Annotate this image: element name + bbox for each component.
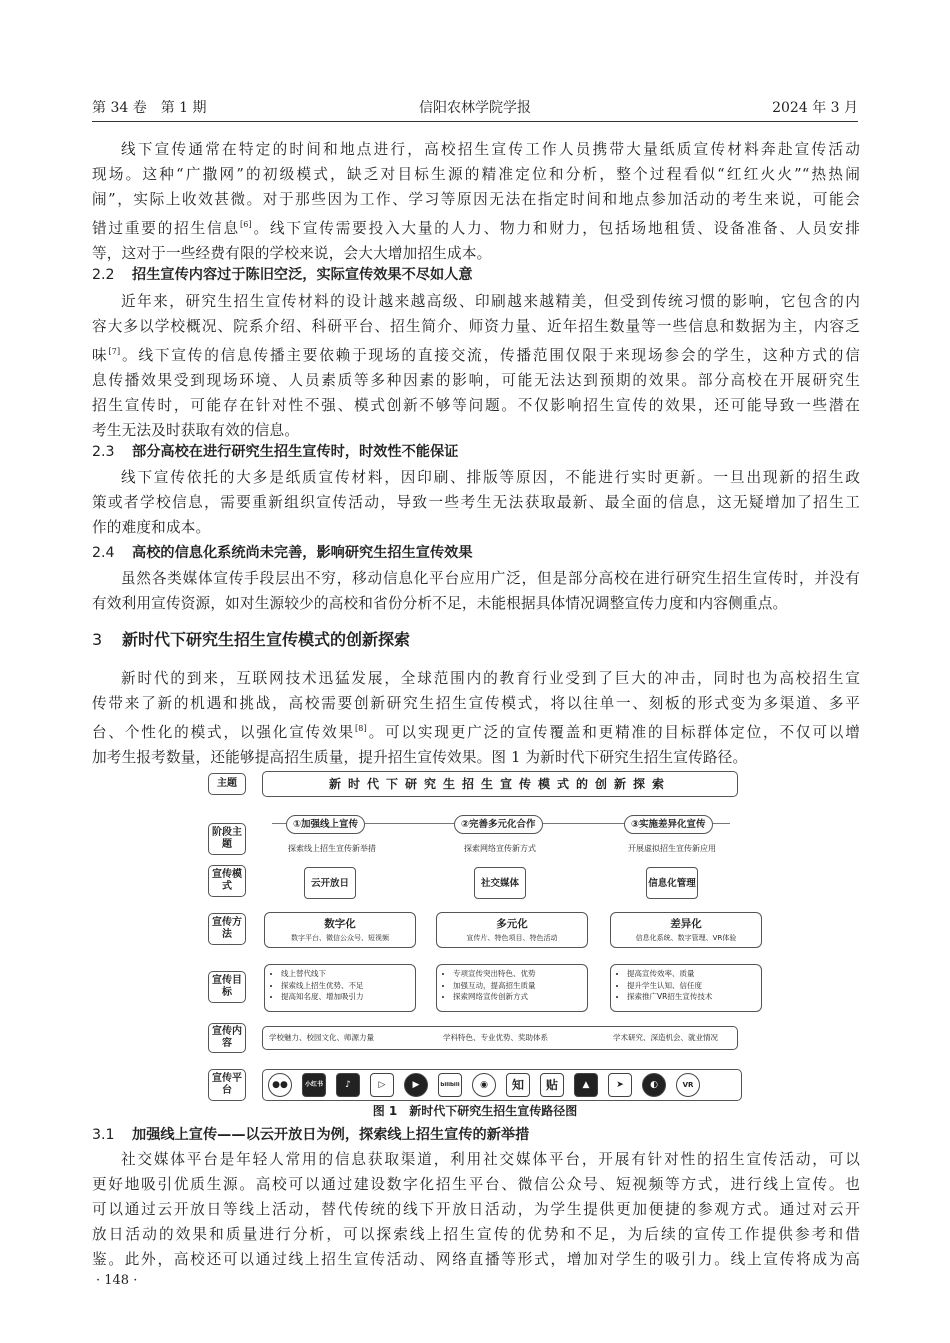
mode-social-media: 社交媒体 [474,867,526,899]
figure-title-box: 新时代下研究生招生宣传模式的创新探索 [262,771,738,797]
section-heading-2-2: 2.2 招生宣传内容过于陈旧空泛，实际宣传效果不尽如人意 [92,267,473,283]
paragraph-informatization [92,566,860,616]
paper-plane-icon: ➤ [608,1073,632,1097]
stage-3: ③实施差异化宣传 [624,815,713,834]
targets-stage-1: • 线上替代线下 • 探索线上招生优势、不足 • 提高知名度、增加吸引力 [264,964,416,1012]
method-differentiated: 差异化 信息化系统、数字管理、VR体验 [610,912,762,948]
zhihu-icon: 知 [506,1073,530,1097]
figure-caption: 图 1 新时代下研究生招生宣传路径图 [372,1104,578,1118]
stage-2-sub: 探索网络宣传新方式 [464,844,536,853]
running-header [92,95,858,122]
text-line: 有效利用宣传资源，如对生源较少的高校和省份分析不足，未能根据具体情况调整宣传力度和内容侧重点。 [92,595,788,612]
label-content: 宣传内容 [208,1023,246,1053]
text-line: 闹”，实际上收效甚微。对于那些因为工作、学习等原因无法在指定时间和地点参加活动的考生来说，可能会 [92,191,860,208]
video-play-icon: ▷ [370,1073,394,1097]
text-line: 错过重要的招生信息[6]。线下宣传需要投入大量的人力、物力和财力，包括场地租赁、设备准备、人员安排 [92,220,861,237]
text-line: 考生无法及时获取有效的信息。 [92,422,300,439]
content-stage-3: 学术研究、深造机会、就业情况 [613,1033,718,1042]
text-line: 等，这对于一些经费有限的学校来说，会大大增加招生成本。 [92,245,492,262]
text-line: 台、个性化的模式，以强化宣传效果[8]。可以实现更广泛的宣传覆盖和更精准的目标群体定位，不仅可以增 [92,724,860,741]
wechat-icon: ●● [268,1073,292,1097]
text-line: 味[7]。线下宣传的信息传播主要依赖于现场的直接交流，传播范围仅限于来现场参会的学生，这种方式的信 [92,347,860,364]
kuaishou-icon: ▶ [404,1073,428,1097]
mango-icon: ◐ [642,1073,666,1097]
stage-2: ②完善多元化合作 [454,815,543,834]
section-heading-2-4: 2.4 高校的信息化系统尚未完善，影响研究生招生宣传效果 [92,545,473,561]
page-number: · 148 · [96,1273,138,1288]
tieba-icon: 贴 [540,1073,564,1097]
citation: [6] [239,220,252,229]
text-line: 容大多以学校概况、院系介绍、科研平台、招生简介、师资力量、近年招生数量等一些信息和数据为主，内容乏 [92,318,860,335]
text-line: 虽然各类媒体宣传手段层出不穷，移动信息化平台应用广泛，但是部分高校在进行研究生招生宣传时，并没有 [121,570,860,587]
bilibili-icon: bilibili [438,1073,462,1097]
text-line: 加考生报考数量，还能够提高招生质量，提升招生宣传效果。图 1 为新时代下研究生招生宣传路径。 [92,749,748,766]
figure-1-promotion-path [208,771,743,1101]
citation: [7] [108,347,121,356]
content-box [262,1026,738,1050]
volume-issue: 第 34 卷 第 1 期 [92,100,207,116]
label-platform: 宣传平台 [208,1069,246,1101]
citation: [8] [354,724,367,733]
label-target: 宣传目标 [208,971,246,1003]
mode-cloud-open-day: 云开放日 [304,867,356,899]
paragraph-content-outdated [92,289,860,443]
text-line: 鉴。此外，高校还可以通过线上招生宣传活动、网络直播等形式，增加对学生的吸引力。线上宣传将成为高 [92,1251,860,1268]
content-stage-1: 学校魅力、校园文化、师源力量 [269,1033,374,1042]
text-line: 新时代的到来，互联网技术迅猛发展，全球范围内的教育行业受到了巨大的冲击，同时也为高校招生宣 [121,670,860,687]
stage-1-sub: 探索线上招生宣传新举措 [288,844,376,853]
stage-3-sub: 开展虚拟招生宣传新应用 [628,844,716,853]
label-mode: 宣传模式 [208,865,246,897]
label-method: 宣传方法 [208,913,246,945]
text-line: 作的难度和成本。 [92,519,211,536]
section-heading-2-3: 2.3 部分高校在进行研究生招生宣传时，时效性不能保证 [92,444,459,460]
paragraph-timeliness [92,465,860,540]
text-line: 近年来，研究生招生宣传材料的设计越来越高级、印刷越来越精美，但受到传统习惯的影响，它包含的内 [121,293,860,310]
paragraph-offline-promo [92,137,860,266]
section-heading-3: 3 新时代下研究生招生宣传模式的创新探索 [92,630,411,649]
app-icon: ▲ [574,1073,598,1097]
text-line: 社交媒体平台是年轻人常用的信息获取渠道，利用社交媒体平台，开展有针对性的招生宣传活动，可以 [121,1151,860,1168]
text-line: 线下宣传通常在特定的时间和地点进行，高校招生宣传工作人员携带大量纸质宣传材料奔赴宣传活动 [121,141,860,158]
text-line: 息传播效果受到现场环境、人员素质等多种因素的影响，可能无法达到预期的效果。部分高校在开展研究生 [92,372,860,389]
targets-stage-2: • 专项宣传突出特色、优势 • 加强互动，提高招生质量 • 探索网络宣传创新方式 [436,964,588,1012]
text-line: 线下宣传依托的大多是纸质宣传材料，因印刷、排版等原因，不能进行实时更新。一旦出现新的招生政 [121,469,860,486]
issue-date: 2024 年 3 月 [772,100,858,116]
platform-icons [262,1069,742,1101]
journal-name: 信阳农林学院学报 [419,100,531,116]
text-line: 可以通过云开放日等线上活动，替代传统的线下开放日活动，为学生提供更加便捷的参观方式。通过对云开 [92,1201,860,1218]
text-line: 招生宣传时，可能存在针对性不强、模式创新不够等问题。不仅影响招生宣传的效果，还可能导致一些潜在 [92,397,860,414]
paragraph-new-era [92,666,860,770]
label-stage: 阶段主题 [208,823,246,855]
douyin-icon: ♪ [336,1073,360,1097]
targets-stage-3: • 提高宣传效率、质量 • 提升学生认知、信任度 • 探索推广VR招生宣传技术 [610,964,762,1012]
text-line: 传带来了新的机遇和挑战，高校需要创新研究生招生宣传模式，将以往单一、刻板的形式变为多渠道、多平 [92,695,860,712]
text-line: 放日活动的效果和质量进行分析，可以探索线上招生宣传的优势和不足，为后续的宣传工作提供参考和借 [92,1226,860,1243]
vr-icon: VR [676,1073,700,1097]
label-topic: 主题 [208,773,246,795]
text-line: 策或者学校信息，需要重新组织宣传活动，导致一些考生无法获取最新、最全面的信息，这无疑增加了招生工 [92,494,860,511]
stage-1: ①加强线上宣传 [286,815,365,834]
method-digital: 数字化 数字平台、微信公众号、短视频 [264,912,416,948]
text-line: 现场。这种“广撒网”的初级模式，缺乏对目标生源的精准定位和分析，整个过程看似“红红火火”“热热闹 [92,166,860,183]
xiaohongshu-icon: 小红书 [302,1073,326,1097]
text-line: 更好地吸引优质生源。高校可以通过建设数字化招生平台、微信公众号、短视频等方式，进行线上宣传。也 [92,1176,860,1193]
method-diverse: 多元化 宣传片、特色项目、特色活动 [436,912,588,948]
content-stage-2: 学科特色、专业优势、奖助体系 [443,1033,548,1042]
paragraph-online-promo [92,1147,860,1272]
weibo-icon: ◉ [472,1073,496,1097]
mode-info-management: 信息化管理 [646,867,698,899]
section-heading-3-1: 3.1 加强线上宣传——以云开放日为例，探索线上招生宣传的新举措 [92,1127,530,1143]
